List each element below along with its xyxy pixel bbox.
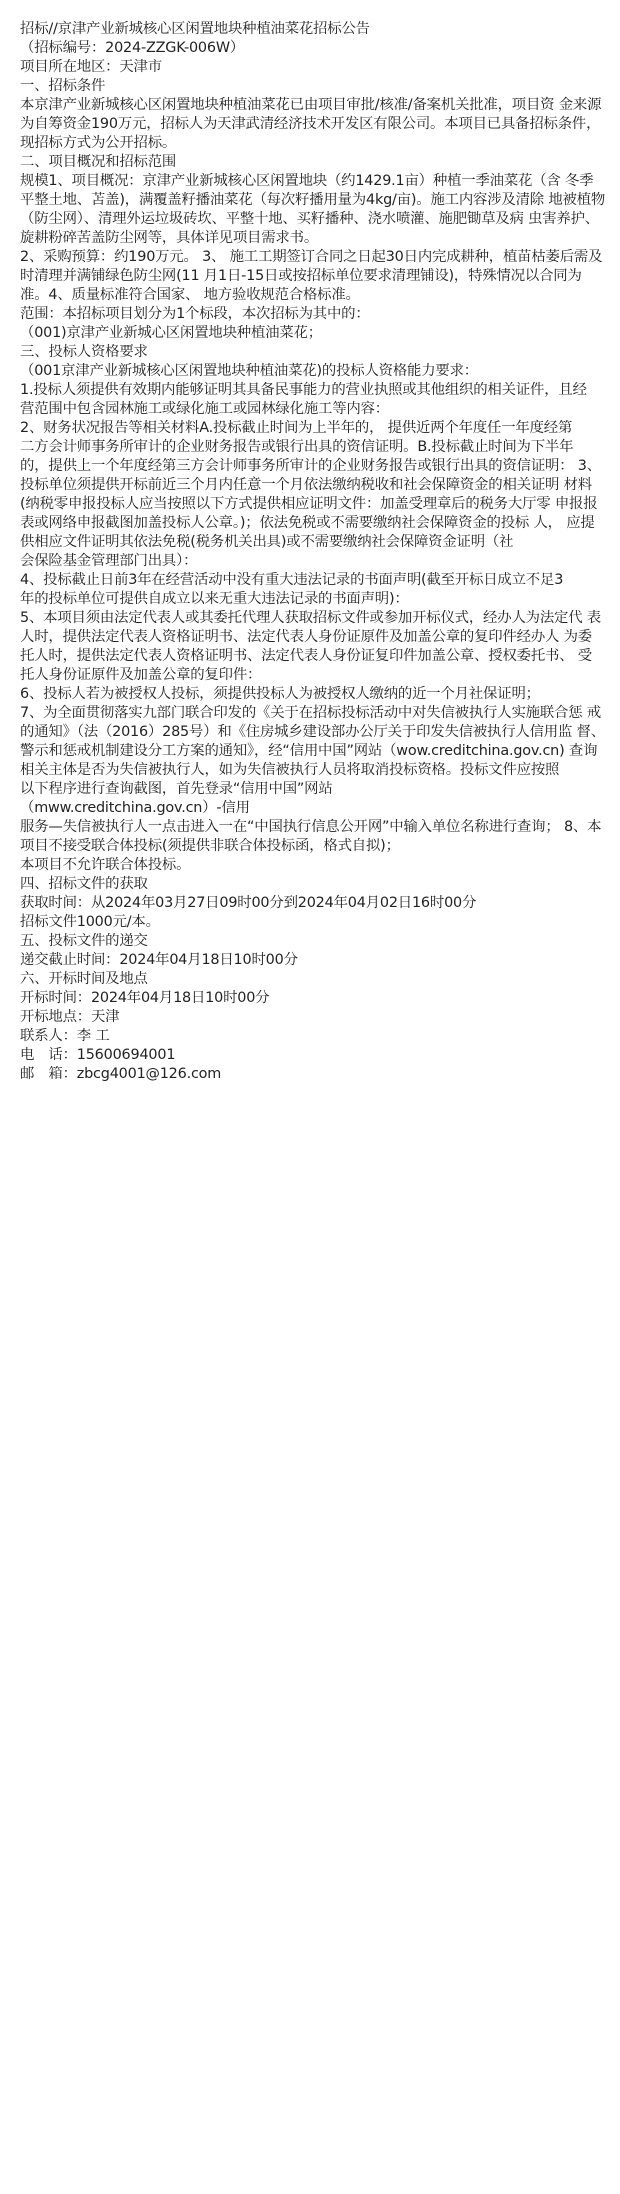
qualification-item-1-cont: 营范围中包含园林施工或绿化施工或园林绿化施工等内容： [20,401,389,417]
section-heading-opening: 六、开标时间及地点 [20,971,148,987]
contact-email: 邮 箱：zbcg4001@126.com [20,1066,222,1082]
qualification-item-7-cont: 以下程序进行查询截图，首先登录“信用中国”网站 [20,781,333,797]
qualification-item-5: 5、本项目须由法定代表人或其委托代理人获取招标文件或参加开标仪式，经办人为法定代 表人时，提供法定代表人资格证明书、法定代表人身份证原件及加盖公章的复印件经办人 为委托人时，提供法定代表人资格证明书、法定代表人身份证复印件加盖公章、授权委托书、 受托人身份证原件及加盖公章的复印件： [20,610,601,683]
section-heading-qualification: 三、投标人资格要求 [20,344,148,360]
section-heading-submission: 五、投标文件的递交 [20,933,148,949]
no-consortium-line: 本项目不允许联合体投标。 [20,857,191,873]
qualification-item-6: 6、投标人若为被授权人投标，须提供投标人为被授权人缴纳的近一个月社保证明； [20,686,540,702]
tender-number: （招标编号：2024-ZZGK-006W） [20,40,245,56]
acquisition-time: 获取时间：从2024年03月27日09时00分到2024年04月02日16时00分 [20,895,477,911]
budget-paragraph: 2、采购预算：约190万元。 3、 施工工期签订合同之日起30日内完成耕种，植苗枯萎后需及时清理并满铺绿色防尘网(11 月1日-15日或按招标单位要求清理铺设)，特殊情况以合同为准。4、质量标准符合国家、 地方验收规范合格标准。 [20,249,603,303]
submission-deadline: 递交截止时间：2024年04月18日10时00分 [20,952,298,968]
qualification-item-4: 4、投标截止日前3年在经营活动中没有重大违法记录的书面声明(截至开标日成立不足3 [20,572,564,588]
opening-location: 开标地点：天津 [20,1009,120,1025]
qualification-item-4-cont: 年的投标单位可提供自成立以来无重大违法记录的书面声明)： [20,591,409,607]
creditchina-url-line: （mww.creditchina.gov.cn）-信用 [20,800,250,816]
qualification-item-8: 服务—失信被执行人一点击进入一在“中国执行信息公开网”中输入单位名称进行查询； 8、本项目不接受联合体投标(须提供非联合体投标函，格式自拟)； [20,819,602,854]
qualification-item-2-end: 会保险基金管理部门出具）： [20,553,198,569]
contact-person: 联系人：李 工 [20,1028,110,1044]
lot-line: （001)京津产业新城心区闲置地块种植油菜花； [20,325,322,341]
document-title: 招标//京津产业新城核心区闲置地块种植油菜花招标公告 [20,21,370,37]
qualification-item-2: 2、财务状况报告等相关材料A.投标截止时间为上半年的， 提供近两个年度任一年度经第 [20,420,573,436]
section-heading-overview: 二、项目概况和招标范围 [20,154,177,170]
document-price: 招标文件1000元/本。 [20,914,160,930]
opening-time: 开标时间：2024年04月18日10时00分 [20,990,270,1006]
qualification-item-1: 1.投标人须提供有效期内能够证明其具备民事能力的营业执照或其他组织的相关证件，且经 [20,382,587,398]
project-scale-paragraph: 规模1、项目概况：京津产业新城核心区闲置地块（约1429.1亩）种植一季油菜花（含 冬季平整土地、苫盖)，满覆盖籽播油菜花（每次籽播用量为4kg/亩)。施工内容涉及清除 地被植物（防尘网）、清理外运垃圾砖坎、平整十地、买籽播种、浇水喷灌、施肥锄草及病 虫害养护、旋耕粉碎苦盖防尘网等，具体详见项目需求书。 [20,173,606,246]
project-region: 项目所在地区：天津市 [20,59,162,75]
conditions-paragraph: 本京津产业新城核心区闲置地块种植油菜花已由项目审批/核准/备案机关批准，项目资 金来源为自筹资金190万元，招标人为天津武清经济技术开发区有限公司。本项目已具备招标条件，现招标方式为公开招标。 [20,97,602,151]
announcement-document [0,0,620,1084]
contact-phone: 电 话：15600694001 [20,1047,176,1063]
qualification-intro: （001京津产业新城核心区闲置地块种植油菜花)的投标人资格能力要求： [20,363,479,379]
qualification-item-2-cont: 二方会计师事务所审计的企业财务报告或银行出具的资信证明。B.投标截止时间为下半年 的，提供上一个年度经第三方会计师事务所审计的企业财务报告或银行出具的资信证明： 3、投标单位须提供开标前近三个月内任意一个月依法缴纳税收和社会保障资金的相关证明 材料(纳税零申报投标人应当按照以下方式提供相应证明文件：加盖受理章后的税务大厅零 申报报表或网络申报截图加盖投标人公章。)；依法免税或不需要缴纳社会保障资金的投标 人， 应提供相应文件证明其依法免税(税务机关出具)或不需要缴纳社会保障资金证明（社 [20,439,601,550]
section-heading-documents: 四、招标文件的获取 [20,876,148,892]
section-heading-conditions: 一、招标条件 [20,78,106,94]
qualification-item-7: 7、为全面贯彻落实九部门联合印发的《关于在招标投标活动中对失信被执行人实施联合惩 戒的通知》（法（2016）285号）和《住房城乡建设部办公厅关于印发失信被执行人信用监 督、警示和惩戒机制建设分工方案的通知》，经“信用中国”网站（wow.creditchina.gov.cn) 查询相关主体是否为失信被执行人，如为失信被执行人员将取消投标资格。投标文件应按照 [20,705,605,778]
scope-line: 范围：本招标项目划分为1个标段，本次招标为其中的： [20,306,370,322]
